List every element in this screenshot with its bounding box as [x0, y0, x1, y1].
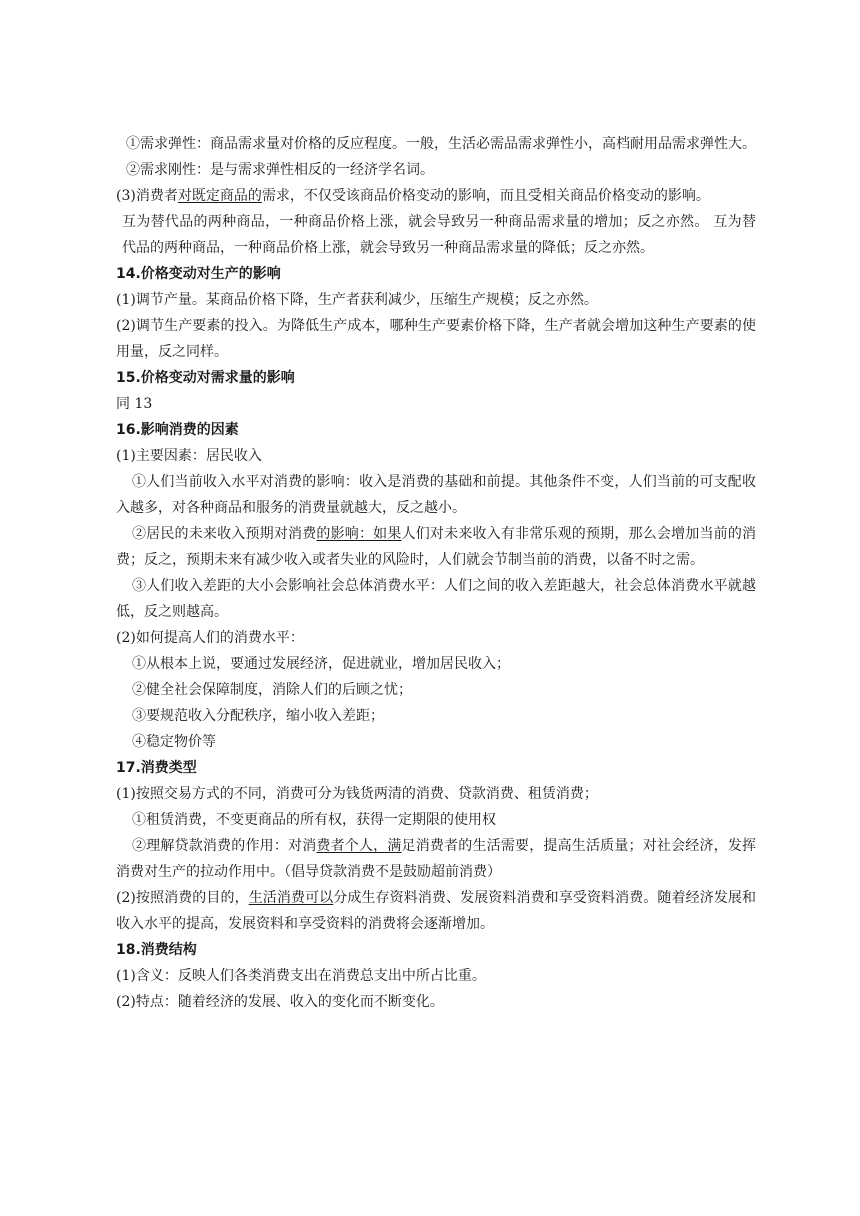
item-14-1: (1)调节产量。某商品价格下降，生产者获利减少，压缩生产规模；反之亦然。 [116, 292, 598, 308]
related-goods-text [116, 183, 756, 209]
item-16-2-a: ①从根本上说，要通过发展经济，促进就业，增加居民收入； [132, 656, 510, 672]
item-16-1: (1)主要因素：居民收入 [116, 448, 262, 464]
section-heading-16: 16.影响消费的因素 [116, 422, 239, 438]
section-heading-18: 18.消费结构 [116, 942, 197, 958]
substitute-goods-text: 互为替代品的两种商品，一种商品价格上涨，就会导致另一种商品需求量的增加；反之亦然。 互为替代品的两种商品，一种商品价格上涨，就会导致另一种商品需求量的降低；反之亦然。 [122, 214, 756, 256]
item-17-1-a: ①租赁消费，不变更商品的所有权，获得一定期限的使用权 [132, 812, 496, 828]
text-run: (3)消费者 [116, 188, 178, 204]
text-run: 足消费者的生活需要，提高生活质量；对社会经济，发挥消费对生产的拉动作用中。（倡导贷款消费不是鼓励超前消费） [116, 838, 757, 880]
text-run: 需求，不仅受该商品价格变动的影响，而且受相关商品价格变动的影响。 [261, 188, 710, 204]
item-14-2: (2)调节生产要素的投入。为降低生产成本，哪种生产要素价格下降，生产者就会增加这种生产要素的使用量，反之同样。 [116, 318, 756, 360]
item-16-2: (2)如何提高人们的消费水平： [116, 630, 304, 646]
text-run: ②理解贷款消费的作用：对消 [132, 838, 317, 854]
underlined-text: 费者个人，满 [316, 838, 402, 854]
item-16-1-c: ③人们收入差距的大小会影响社会总体消费水平：人们之间的收入差距越大，社会总体消费水平就越低，反之则越高。 [116, 578, 756, 620]
item-15: 同 13 [116, 396, 153, 412]
item-16-2-c: ③要规范收入分配秩序，缩小收入差距； [132, 708, 384, 724]
item-16-2-d: ④稳定物价等 [132, 734, 216, 750]
demand-rigidity-text: ②需求刚性：是与需求弹性相反的一经济学名词。 [126, 162, 434, 178]
underlined-text: 生活消费可以 [248, 890, 334, 906]
item-17-2 [116, 885, 756, 937]
section-heading-14: 14.价格变动对生产的影响 [116, 266, 281, 282]
text-run: (2)按照消费的目的， [116, 890, 249, 906]
item-18-1: (1)含义：反映人们各类消费支出在消费总支出中所占比重。 [116, 968, 486, 984]
item-18-2: (2)特点：随着经济的发展、收入的变化而不断变化。 [116, 994, 444, 1010]
section-heading-15: 15.价格变动对需求量的影响 [116, 370, 295, 386]
item-17-1-b [116, 833, 756, 885]
underlined-text: 对既定商品的 [177, 188, 262, 204]
demand-elasticity-text: ①需求弹性：商品需求量对价格的反应程度。一般，生活必需品需求弹性小，高档耐用品需求弹性大。 [126, 136, 756, 152]
document-body [116, 131, 756, 1015]
item-16-2-b: ②健全社会保障制度，消除人们的后顾之忧； [132, 682, 412, 698]
text-run: 人们对未来收入有非常乐观的预期，那么会增加当前的消费；反之，预期未来有减少收入或者失业的风险时，人们就会节制当前的消费，以备不时之需。 [116, 526, 757, 568]
text-run: 分成生存资料消费、发展资料消费和享受资料消费。随着经济发展和收入水平的提高，发展资料和享受资料的消费将会逐渐增加。 [116, 890, 757, 932]
section-heading-17: 17.消费类型 [116, 760, 197, 776]
item-17-1: (1)按照交易方式的不同，消费可分为钱货两清的消费、贷款消费、租赁消费； [116, 786, 598, 802]
item-16-1-b [116, 521, 756, 573]
underlined-text: 的影响：如果 [316, 526, 402, 542]
text-run: ②居民的未来收入预期对消费 [132, 526, 317, 542]
item-16-1-a: ①人们当前收入水平对消费的影响：收入是消费的基础和前提。其他条件不变，人们当前的可支配收入越多，对各种商品和服务的消费量就越大，反之越小。 [116, 474, 756, 516]
